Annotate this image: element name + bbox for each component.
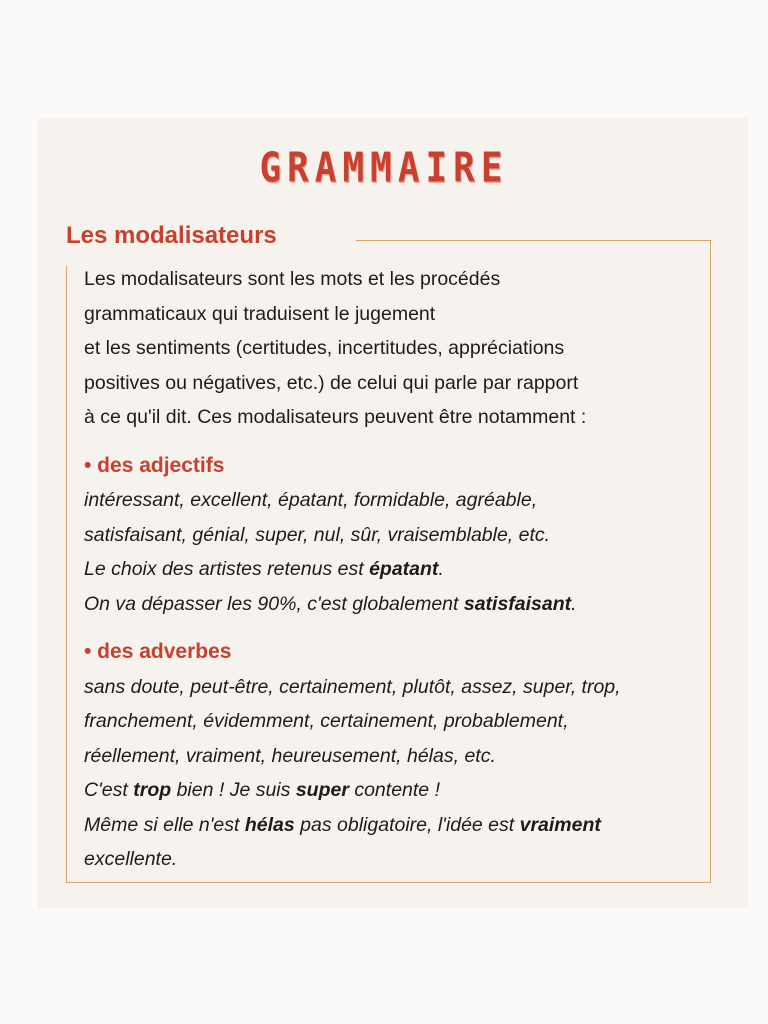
- page-title: GRAMMAIRE: [259, 144, 509, 193]
- intro-line: Les modalisateurs sont les mots et les procédés: [84, 268, 501, 290]
- adverbs-examples-line: réellement, vraiment, heureusement, hélas, etc.: [84, 744, 496, 767]
- section-content: [84, 262, 704, 877]
- intro-line: grammaticaux qui traduisent le jugement: [84, 302, 436, 325]
- intro-line: positives ou négatives, etc.) de celui qui parle par rapport: [84, 371, 579, 394]
- adverbs-example-sentence-end: excellente.: [84, 848, 178, 870]
- section-heading: Les modalisateurs: [66, 222, 277, 249]
- intro-line: à ce qu'il dit. Ces modalisateurs peuvent être notamment :: [84, 406, 587, 428]
- adjectives-heading: • des adjectifs: [84, 453, 225, 477]
- adjectives-example-sentence: On va dépasser les 90%, c'est globalement satisfaisant.: [84, 592, 577, 615]
- adverbs-examples-line: franchement, évidemment, certainement, probablement,: [84, 710, 569, 732]
- adjectives-examples-line: intéressant, excellent, épatant, formidable, agréable,: [84, 489, 538, 511]
- adverbs-example-sentence: Même si elle n'est hélas pas obligatoire, l'idée est vraiment: [84, 813, 601, 836]
- adverbs-examples-line: sans doute, peut-être, certainement, plutôt, assez, super, trop,: [84, 675, 621, 698]
- intro-line: et les sentiments (certitudes, incertitudes, appréciations: [84, 337, 565, 359]
- adverbs-example-sentence: C'est trop bien ! Je suis super contente !: [84, 779, 440, 801]
- frame-top-rule: [356, 240, 711, 241]
- adverbs-heading: • des adverbes: [84, 640, 232, 663]
- frame-left-rule: [66, 266, 67, 882]
- adjectives-example-sentence: Le choix des artistes retenus est épatant.: [84, 558, 444, 580]
- adjectives-examples-line: satisfaisant, génial, super, nul, sûr, vraisemblable, etc.: [84, 523, 551, 546]
